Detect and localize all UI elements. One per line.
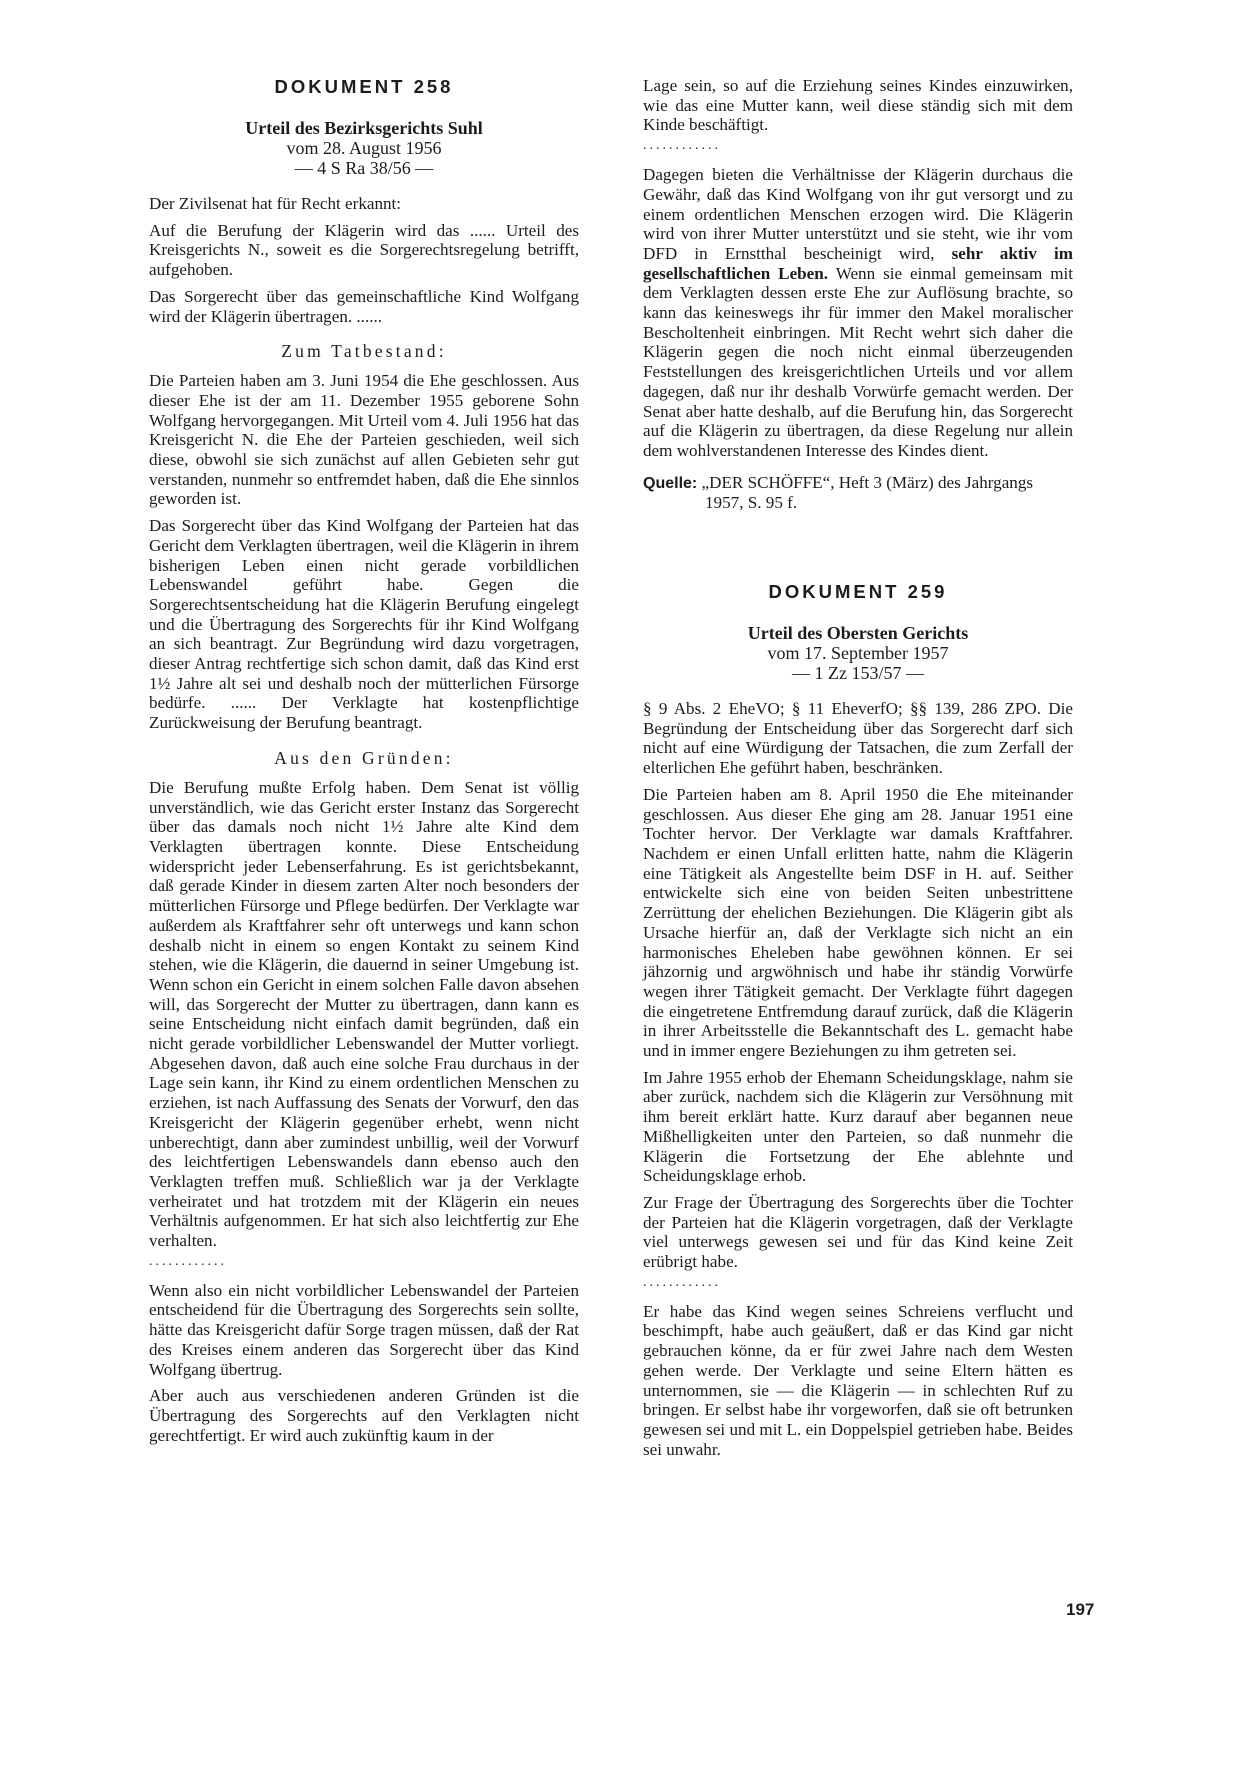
paragraph: Das Sorgerecht über das gemeinschaftliche Kind Wolfgang wird der Klägerin übertragen. ...... <box>149 286 579 326</box>
omission-dots: ............ <box>643 1274 721 1290</box>
paragraph: Aber auch aus verschiedenen anderen Gründen ist die Übertragung des Sorgerechts auf den Verklagten nicht gerechtfertigt. Er wird auch zukünftig kaum in der <box>149 1386 579 1445</box>
paragraph: Die Parteien haben am 8. April 1950 die Ehe miteinander geschlossen. Aus dieser Ehe ging am 28. Januar 1951 eine Tochter hervor. Der Verklagte war damals Kraftfahrer. Nachdem er einen Unfall erlitten hatte, nahm die Klägerin eine Tätigkeit als Angestellte beim DSF in H. auf. Seither entwickelte sich eine von beiden Seiten unbestrittene Zerrüttung der ehelichen Beziehungen. Die Klägerin gibt als Ursache hierfür an, daß der Verklagte sich nicht an ein harmonisches Eheleben habe gewöhnen können. Er sei jähzornig und argwöhnisch und habe ihr ständig Vorwürfe wegen ihrer Tätigkeit gemacht. Der Verklagte führt dagegen die eingetretene Entfremdung darauf zurück, daß die Klägerin in ihrer Arbeitsstelle die Bekanntschaft des L. gemacht habe und in immer engere Beziehungen zu ihm getreten sei. <box>643 784 1073 1061</box>
section-heading-tatbestand: Zum Tatbestand: <box>281 341 447 362</box>
emphasized-text: sehr aktiv im gesellschaftlichen Leben. <box>643 243 1073 283</box>
case-reference: — 1 Zz 153/57 — <box>792 663 924 684</box>
source-citation <box>643 473 1073 513</box>
omission-dots: ............ <box>643 138 721 154</box>
paragraph: § 9 Abs. 2 EheVO; § 11 EheverfO; §§ 139, 286 ZPO. Die Begründung der Entscheidung über das Sorgerecht darf sich nicht auf eine Würdigung der Tatsachen, die zum Zerfall der elterlichen Ehe geführt haben, beschränken. <box>643 699 1073 778</box>
source-label: Quelle: <box>643 474 698 492</box>
section-spacer <box>643 513 1073 581</box>
case-reference: — 4 S Ra 38/56 — <box>294 158 434 178</box>
paragraph: Zur Frage der Übertragung des Sorgerechts über die Tochter der Parteien hat die Klägerin vorgetragen, daß der Verklagte viel unterwegs gewesen sei und für das Kind keine Zeit erübrigt habe. <box>643 1192 1073 1272</box>
paragraph: Die Parteien haben am 3. Juni 1954 die Ehe geschlossen. Aus dieser Ehe ist der am 11. Dezember 1955 geborene Sohn Wolfgang hervorgegangen. Mit Urteil vom 4. Juli 1956 hat das Kreisgericht N. die Ehe der Parteien geschieden, weil sich diese, obwohl sie sich zunächst auf allen Gebieten sehr gut verstanden, nunmehr so entfremdet haben, daß die Ehe sinnlos geworden ist. <box>149 371 579 509</box>
source-text: „DER SCHÖFFE“, Heft 3 (März) des Jahrgangs 1957, S. 95 f. <box>701 472 1034 513</box>
judgment-date: vom 17. September 1957 <box>767 643 949 664</box>
paragraph: Auf die Berufung der Klägerin wird das ...... Urteil des Kreisgerichts N., soweit es die Sorgerechtsregelung betrifft, aufgehoben. <box>149 220 579 280</box>
paragraph-text: Wenn sie einmal gemeinsam mit dem Verklagten dessen erste Ehe zur Auflösung brachte, so kann das keineswegs ihr für immer den Makel moralischer Bescholtenheit einbringen. Mit Recht wehrt sich daher die Klägerin gegen die noch nicht einmal überzeugenden Feststellungen des kreisgerichtlichen Urteils und vor allem dagegen, daß nur ihr deshalb Vorwürfe gemacht werden. Der Senat aber hatte deshalb, auf die Berufung hin, das Sorgerecht auf die Klägerin zu übertragen, da diese Regelung nur allein dem wohlverstandenen Interesse des Kindes dient. <box>643 263 1074 460</box>
section-heading-gruende: Aus den Gründen: <box>274 747 454 768</box>
left-column <box>149 76 579 1452</box>
paragraph: Lage sein, so auf die Erziehung seines Kindes einzuwirken, wie das eine Mutter kann, weil diese ständig sich mit dem Kinde beschäftigt. <box>643 76 1073 135</box>
paragraph-text: Dagegen bieten die Verhältnisse der Klägerin durchaus die Gewähr, daß das Kind Wolfgang von ihr gut versorgt und zu einem ordentlichen Menschen erzogen wird. Die Klägerin wird von ihrer Mutter unterstützt und sie steht, wie ihr vom DFD in Ernstthal bescheinigt wird, <box>643 165 1073 263</box>
paragraph: Das Sorgerecht über das Kind Wolfgang der Parteien hat das Gericht dem Verklagten übertragen, weil die Klägerin in ihrem bisherigen Leben einen nicht gerade vorbildlichen Lebenswandel geführt habe. Gegen die Sorgerechtsentscheidung hat die Klägerin Berufung eingelegt und die Übertragung des Sorgerechts für ihr Kind Wolfgang an sich beantragt. Zur Begründung wird dazu vorgetragen, dieser Antrag rechtfertige sich schon damit, daß das Kind erst 1½ Jahre alt sei und deshalb noch der mütterlichen Fürsorge bedürfe. ...... Der Verklagte hat kostenpflichtige Zurückweisung der Berufung beantragt. <box>149 516 579 733</box>
document-258-title: DOKUMENT 258 <box>274 76 454 97</box>
document-259-title: DOKUMENT 259 <box>768 581 948 603</box>
court-name: Urteil des Obersten Gerichts <box>747 623 969 644</box>
paragraph: Wenn also ein nicht vorbildlicher Lebenswandel der Parteien entscheidend für die Übertragung des Sorgerechts sein sollte, hätte das Kreisgericht dafür Sorge tragen müssen, daß der Rat des Kreises einem anderen das Sorgerecht über das Kind Wolfgang übertrug. <box>149 1280 579 1379</box>
right-column <box>643 76 1073 1466</box>
page-number: 197 <box>1066 1600 1095 1619</box>
court-name: Urteil des Bezirksgerichts Suhl <box>245 118 483 138</box>
paragraph: Die Berufung mußte Erfolg haben. Dem Senat ist völlig unverständlich, wie das Gericht erster Instanz das Sorgerecht über das damals noch nicht 1½ Jahre alte Kind dem Verklagten übertragen konnte. Diese Entscheidung widerspricht jeder Lebenserfahrung. Es ist gerichtsbekannt, daß gerade Kinder in diesem zarten Alter noch besonders der mütterlichen Fürsorge und Pflege bedürfen. Der Verklagte war außerdem als Kraftfahrer sehr oft unterwegs und kann schon deshalb nicht in einem so engen Kontakt zu seinem Kind stehen, wie die Klägerin, die dauernd in seiner Umgebung ist. Wenn schon ein Gericht in einem solchen Falle davon absehen will, das Sorgerecht der Mutter zu übertragen, dann kann es seine Entscheidung nicht einfach damit begründen, daß ein nicht gerade vorbildlicher Lebenswandel der Mutter vorliegt. Abgesehen davon, daß auch eine solche Frau durchaus in der Lage sein kann, ihr Kind zu einem ordentlichen Menschen zu erziehen, ist nach Auffassung des Senats der Vorwurf, den das Kreisgericht der Klägerin gegenüber erhebt, wenn nicht unberechtigt, dann aber zumindest unbillig, weil der Vorwurf des leichtfertigen Lebenswandels dann ebenso auch den Verklagten treffen muß. Schließlich war ja der Verklagte verheiratet und hat trotzdem mit der Klägerin ein neues Verhältnis aufgenommen. Er hat sich also leichtfertig zur Ehe verhalten. <box>149 777 579 1251</box>
paragraph: Er habe das Kind wegen seines Schreiens verflucht und beschimpft, habe auch geäußert, daß er das Kind gar nicht gebrauchen könne, da er für zwei Jahre nach dem Westen gehen werde. Der Verklagte und seine Eltern hätten es unternommen, sie — die Klägerin — in schlechten Ruf zu bringen. Er selbst habe ihr vorgeworfen, daß sie oft betrunken gewesen sei und mit L. ein Doppelspiel getrieben habe. Beides sei unwahr. <box>643 1301 1073 1459</box>
paragraph: Im Jahre 1955 erhob der Ehemann Scheidungsklage, nahm sie aber zurück, nachdem sich die Klägerin zur Versöhnung mit ihm bereit erklärt hatte. Kurz darauf aber begannen neue Mißhelligkeiten unter den Parteien, so daß nunmehr die Klägerin die Fortsetzung der Ehe ablehnte und Scheidungsklage erhob. <box>643 1067 1073 1186</box>
omission-dots: ............ <box>149 1253 227 1269</box>
paragraph: Der Zivilsenat hat für Recht erkannt: <box>149 194 402 213</box>
paragraph <box>643 165 1073 461</box>
judgment-date: vom 28. August 1956 <box>286 138 442 158</box>
